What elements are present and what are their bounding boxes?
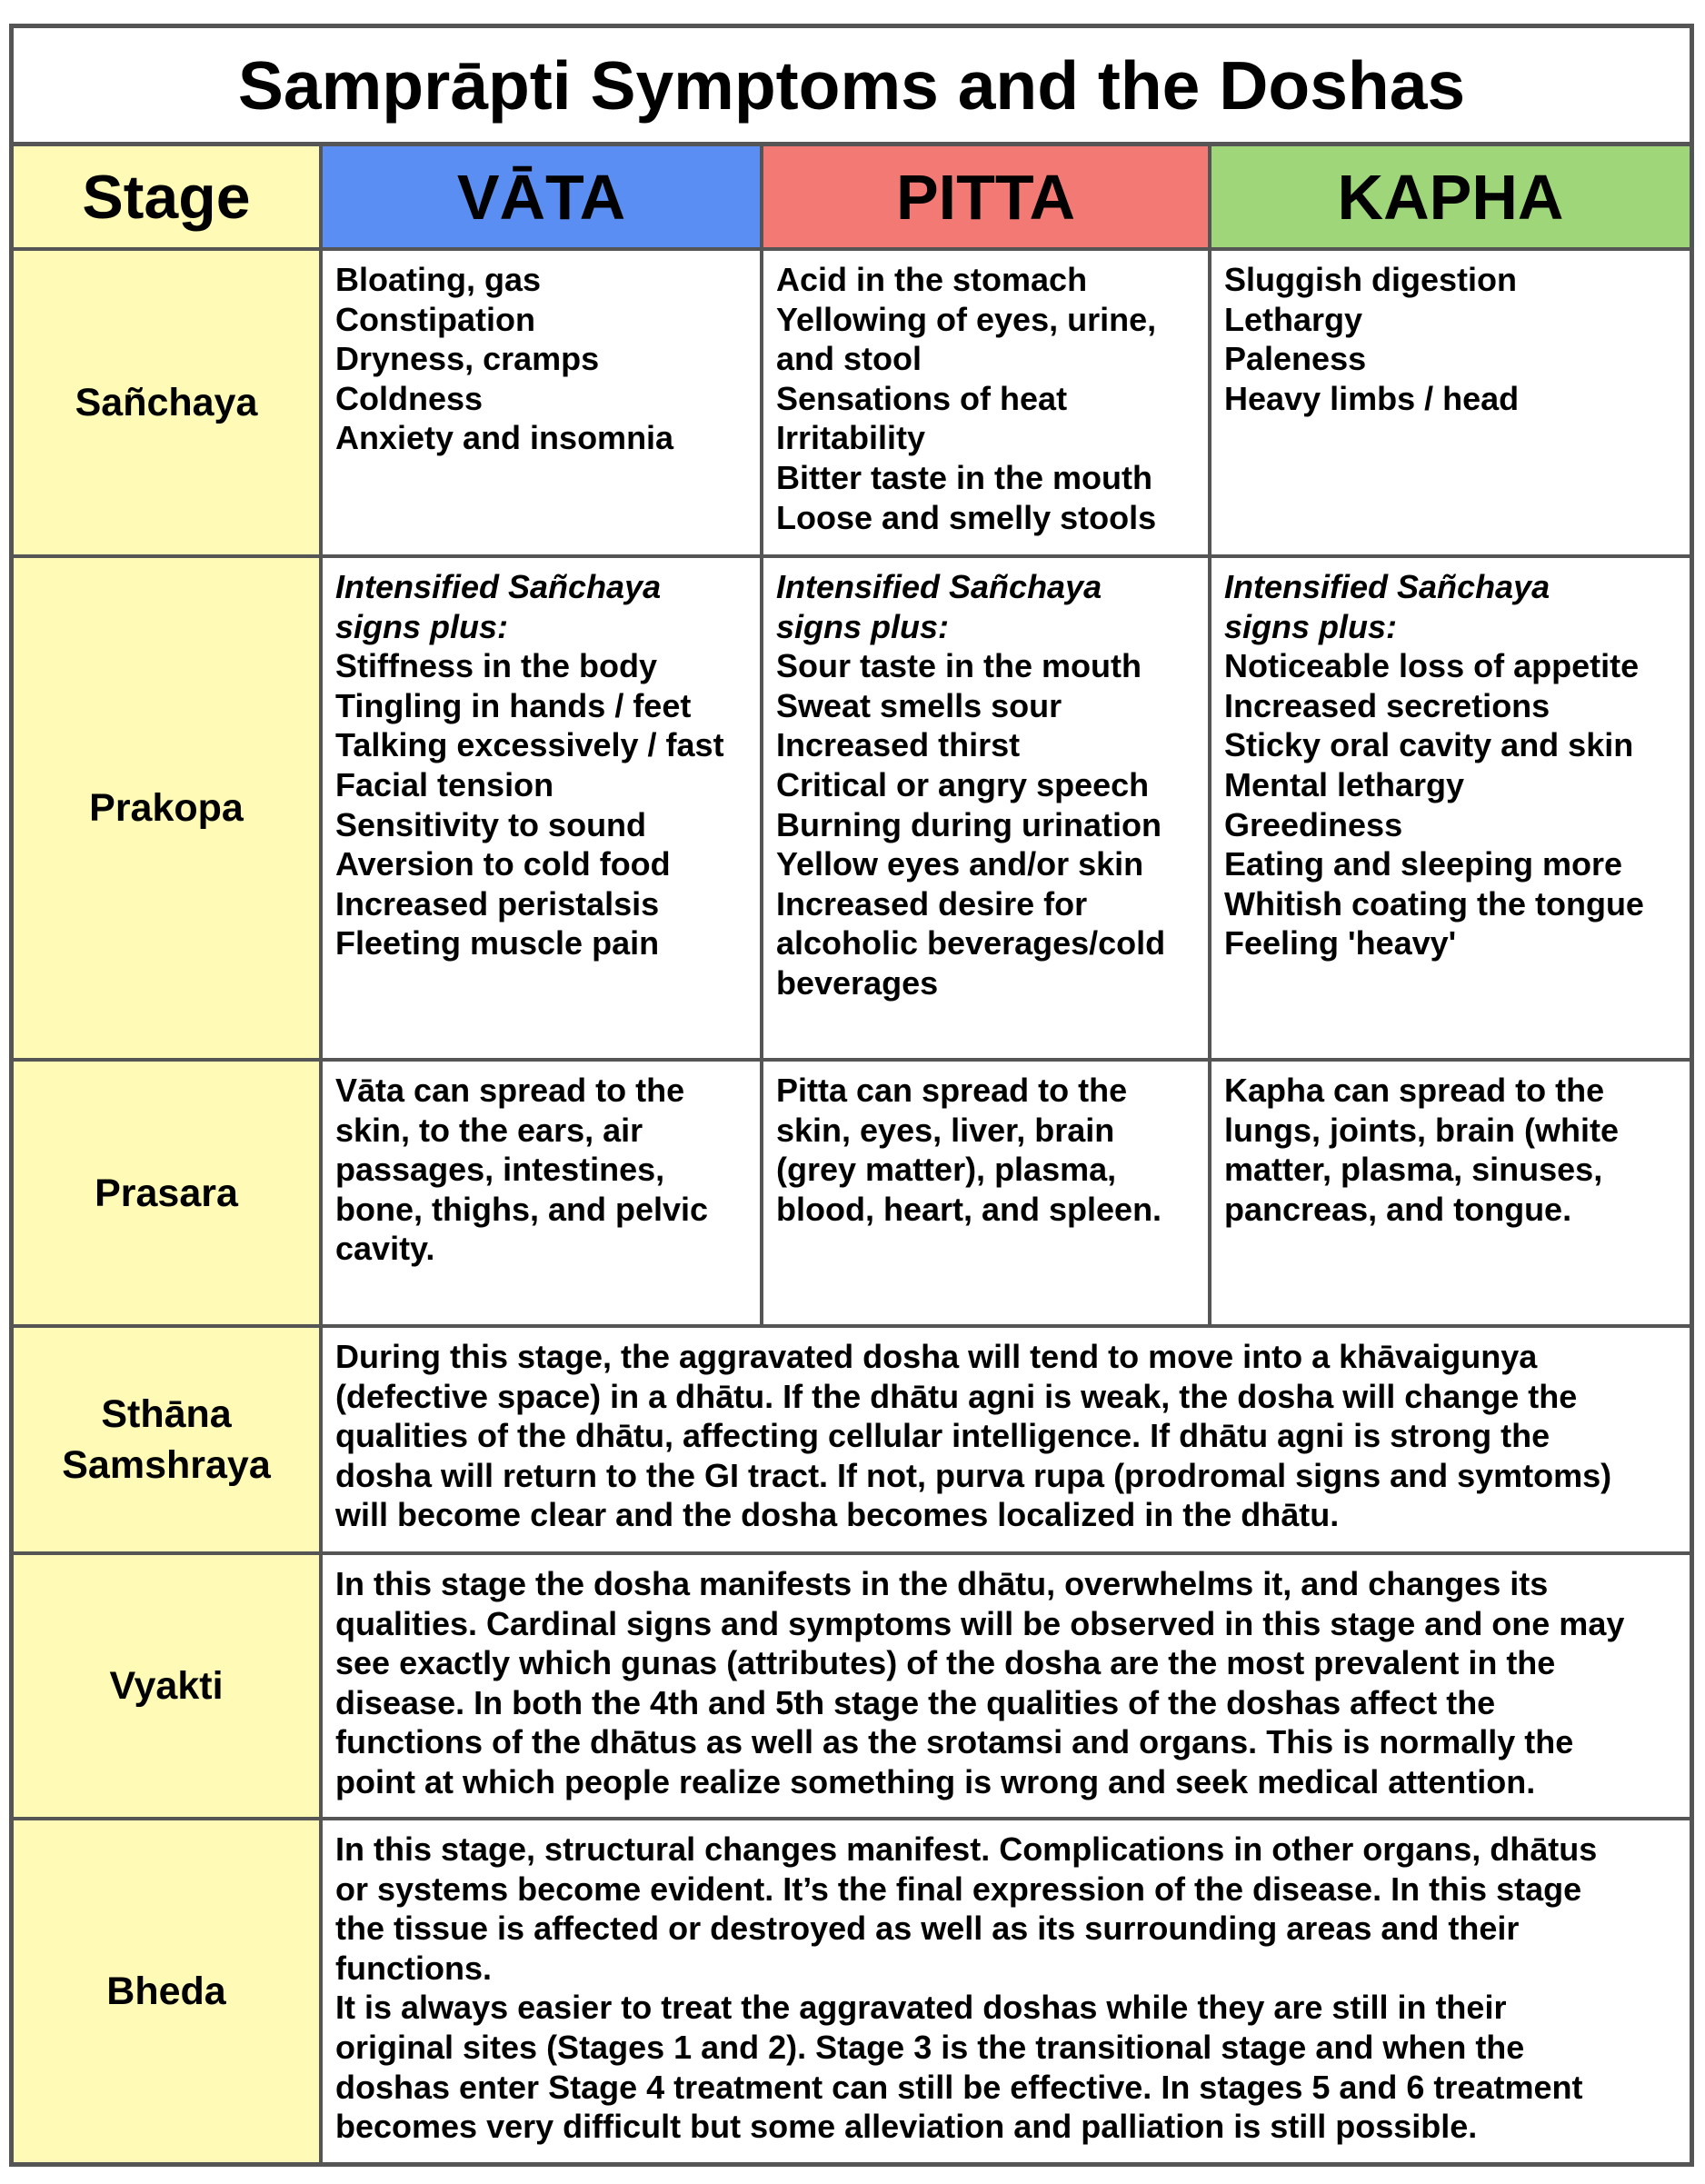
stage-sanchaya: Sañchaya (14, 251, 323, 558)
text-line: skin, to the ears, air (335, 1111, 643, 1149)
list-item: Tingling in hands / feet (335, 686, 692, 724)
intro-text: Intensified Sañchaya (1224, 568, 1550, 605)
text-line: functions of the dhātus as well as the srotamsi and organs. This is normally the (335, 1723, 1574, 1761)
text-line: skin, eyes, liver, brain (776, 1111, 1115, 1149)
list-item: Increased desire for (776, 884, 1088, 922)
list-item: Facial tension (335, 765, 554, 803)
list-item: Dryness, cramps (335, 340, 600, 378)
list-item: Sweat smells sour (776, 686, 1062, 724)
text-line: functions. (335, 1949, 492, 1987)
stage-sthana-samshraya (14, 1328, 323, 1555)
list-item: Sticky oral cavity and skin (1224, 726, 1634, 764)
text-line: (defective space) in a dhātu. If the dhātu agni is weak, the dosha will change the (335, 1377, 1578, 1415)
text-line: will become clear and the dosha becomes localized in the dhātu. (335, 1496, 1340, 1534)
header-kapha: KAPHA (1211, 146, 1690, 251)
text-line: Vāta can spread to the (335, 1072, 685, 1109)
list-item: Eating and sleeping more (1224, 845, 1623, 883)
sanchaya-vata (323, 251, 763, 558)
list-item: Mental lethargy (1224, 765, 1465, 803)
text-line: qualities of the dhātu, affecting cellular intelligence. If dhātu agni is strong the (335, 1417, 1550, 1455)
list-item: Noticeable loss of appetite (1224, 647, 1640, 685)
prakopa-vata (323, 558, 763, 1062)
text-line: dosha will return to the GI tract. If not, purva rupa (prodromal signs and symtoms) (335, 1456, 1612, 1494)
list-item: and stool (776, 340, 922, 378)
text-line: doshas enter Stage 4 treatment can still be effective. In stages 5 and 6 treatment (335, 2068, 1583, 2106)
bheda-description (323, 1820, 1690, 2162)
list-item: Talking excessively / fast (335, 726, 724, 764)
text-line: the tissue is affected or destroyed as well as its surrounding areas and their (335, 1910, 1520, 1948)
intro-text: signs plus: (335, 607, 509, 645)
list-item: Increased peristalsis (335, 884, 660, 922)
prakopa-kapha (1211, 558, 1690, 1062)
list-item: Loose and smelly stools (776, 498, 1157, 536)
intro-text: Intensified Sañchaya (776, 568, 1102, 605)
header-pitta: PITTA (763, 146, 1211, 251)
stage-vyakti: Vyakti (14, 1555, 323, 1820)
text-line: pancreas, and tongue. (1224, 1190, 1572, 1228)
header-stage: Stage (14, 146, 323, 251)
list-item: Bitter taste in the mouth (776, 458, 1153, 496)
text-line: blood, heart, and spleen. (776, 1190, 1162, 1228)
stage-bheda: Bheda (14, 1820, 323, 2162)
list-item: Increased thirst (776, 726, 1021, 764)
stage-prakopa: Prakopa (14, 558, 323, 1062)
list-item: Irritability (776, 419, 926, 457)
list-item: Sour taste in the mouth (776, 647, 1142, 685)
text-line: In this stage, structural changes manifest. Complications in other organs, dhātus (335, 1830, 1598, 1868)
text-line: lungs, joints, brain (white (1224, 1111, 1620, 1149)
text-line: In this stage the dosha manifests in the dhātu, overwhelms it, and changes its (335, 1565, 1549, 1602)
prasara-pitta (763, 1062, 1211, 1328)
list-item: Yellow eyes and/or skin (776, 845, 1144, 883)
list-item: Sluggish digestion (1224, 261, 1517, 298)
list-item: Bloating, gas (335, 261, 542, 298)
samprapti-chart (9, 24, 1694, 2167)
text-line: It is always easier to treat the aggravated doshas while they are still in their (335, 1989, 1507, 2027)
list-item: Paleness (1224, 340, 1367, 378)
vyakti-description (323, 1555, 1690, 1820)
text-line: original sites (Stages 1 and 2). Stage 3 is the transitional stage and when the (335, 2028, 1525, 2066)
text-line: passages, intestines, (335, 1151, 665, 1189)
text-line: becomes very difficult but some alleviation and palliation is still possible. (335, 2108, 1478, 2146)
text-line: bone, thighs, and pelvic (335, 1190, 709, 1228)
text-line: or systems become evident. It’s the final expression of the disease. In this stage (335, 1870, 1582, 1908)
list-item: alcoholic beverages/cold (776, 924, 1166, 962)
list-item: Increased secretions (1224, 686, 1550, 724)
stage-label-line: Samshraya (62, 1443, 271, 1487)
text-line: see exactly which gunas (attributes) of the dosha are the most prevalent in the (335, 1644, 1556, 1682)
list-item: Stiffness in the body (335, 647, 658, 685)
list-item: Coldness (335, 379, 484, 417)
list-item: Lethargy (1224, 300, 1363, 338)
text-line: disease. In both the 4th and 5th stage the qualities of the doshas affect the (335, 1683, 1496, 1721)
prakopa-pitta (763, 558, 1211, 1062)
prasara-vata (323, 1062, 763, 1328)
text-line: qualities. Cardinal signs and symptoms will be observed in this stage and one may (335, 1604, 1625, 1642)
prasara-kapha (1211, 1062, 1690, 1328)
sthana-description (323, 1328, 1690, 1555)
text-line: Kapha can spread to the (1224, 1072, 1605, 1109)
chart-title: Samprāpti Symptoms and the Doshas (14, 28, 1690, 146)
text-line: point at which people realize something is wrong and seek medical attention. (335, 1762, 1536, 1800)
sanchaya-pitta (763, 251, 1211, 558)
header-vata: VĀTA (323, 146, 763, 251)
list-item: Anxiety and insomnia (335, 419, 674, 457)
list-item: Sensations of heat (776, 379, 1068, 417)
stage-label-line: Sthāna (101, 1392, 232, 1436)
list-item: Fleeting muscle pain (335, 924, 660, 962)
list-item: Critical or angry speech (776, 765, 1150, 803)
doshas-table (14, 146, 1690, 2162)
intro-text: signs plus: (776, 607, 950, 645)
list-item: Feeling 'heavy' (1224, 924, 1457, 962)
list-item: Aversion to cold food (335, 845, 671, 883)
text-line: matter, plasma, sinuses, (1224, 1151, 1603, 1189)
list-item: Constipation (335, 300, 535, 338)
list-item: Heavy limbs / head (1224, 379, 1520, 417)
intro-text: signs plus: (1224, 607, 1398, 645)
stage-prasara: Prasara (14, 1062, 323, 1328)
list-item: Burning during urination (776, 805, 1162, 843)
text-line: During this stage, the aggravated dosha will tend to move into a khāvaigunya (335, 1338, 1538, 1375)
list-item: Sensitivity to sound (335, 805, 647, 843)
intro-text: Intensified Sañchaya (335, 568, 662, 605)
list-item: Acid in the stomach (776, 261, 1088, 298)
list-item: beverages (776, 963, 939, 1002)
list-item: Whitish coating the tongue (1224, 884, 1644, 922)
list-item: Greediness (1224, 805, 1403, 843)
sanchaya-kapha (1211, 251, 1690, 558)
list-item: Yellowing of eyes, urine, (776, 300, 1157, 338)
text-line: Pitta can spread to the (776, 1072, 1128, 1109)
text-line: (grey matter), plasma, (776, 1151, 1117, 1189)
text-line: cavity. (335, 1230, 435, 1268)
